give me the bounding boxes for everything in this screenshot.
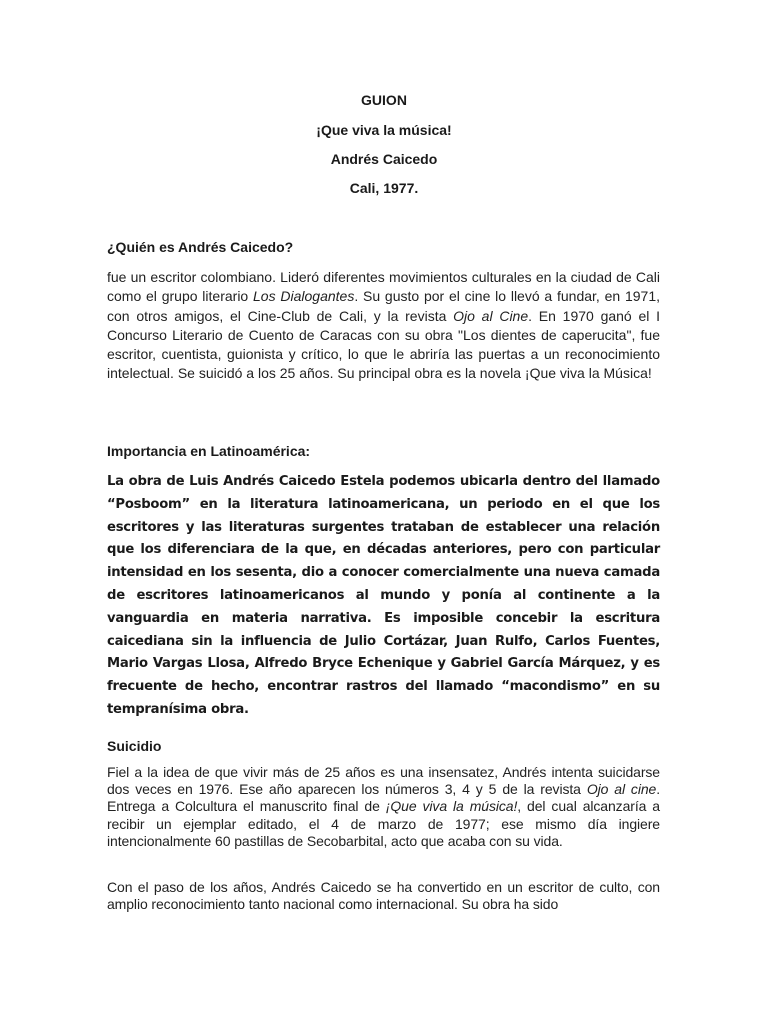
- doc-label: GUION: [361, 92, 407, 108]
- paragraph-suicide-2: Con el paso de los años, Andrés Caicedo se ha convertido en un escritor de culto, con amplio reconocimiento tanto nacional como internacional. Su obra ha sido: [107, 879, 660, 913]
- place-year: Cali, 1977.: [349, 180, 419, 196]
- paragraph-who-text-3: . En 1970 ganó el I Concurso Literario de Cuento de Caracas con su obra "Los dientes de caperucita", fue escritor, cuentista, guionista y crítico, lo que le abriría las puertas a un reconocimiento intelectual. Se suicidó a los 25 años. Su principal obra es la novela ¡Que viva la Música!: [107, 307, 661, 382]
- paragraph-who-em-2: Ojo al Cine: [453, 307, 529, 324]
- paragraph-suicide-em-2: ¡Que viva la música!: [385, 798, 518, 815]
- paragraph-suicide-1: [107, 764, 660, 850]
- paragraph-who-em-1: Los Dialogantes: [253, 288, 355, 305]
- paragraph-suicide-text-1: Fiel a la idea de que vivir más de 25 años es una insensatez, Andrés intenta suicidarse dos veces en 1976. Ese año aparecen los números 3, 4 y 5 de la revista: [107, 764, 660, 798]
- heading-suicide: Suicidio: [107, 738, 162, 754]
- paragraph-who-text-1: fue un escritor colombiano. Lideró diferentes movimientos culturales en la ciudad de Cali como el grupo literario: [107, 269, 660, 305]
- heading-importance: Importancia en Latinoamérica:: [107, 443, 311, 459]
- paragraph-importance: La obra de Luis Andrés Caicedo Estela podemos ubicarla dentro del llamado “Posboom” en la literatura latinoamericana, un periodo en el que los escritores y las literaturas surgentes trataban de establecer una relación que los diferenciara de la que, en décadas anteriores, pero con particular intensidad en los sesenta, dio a conocer comercialmente una nueva camada de escritores latinoamericanos al mundo y ponía al continente a la vanguardia en materia narrativa. Es imposible concebir la escritura caicediana sin la influencia de Julio Cortázar, Juan Rulfo, Carlos Fuentes, Mario Vargas Llosa, Alfredo Bryce Echenique y Gabriel García Márquez, y es frecuente de hecho, encontrar rastros del llamado “macondismo” en su tempranísima obra.: [107, 474, 660, 717]
- paragraph-who-text-2: . Su gusto por el cine lo llevó a fundar, en 1971, con otros amigos, el Cine-Club de Cali, y la revista: [107, 288, 660, 324]
- heading-who: ¿Quién es Andrés Caicedo?: [107, 239, 294, 255]
- paragraph-suicide-text-2: . Entrega a Colcultura el manuscrito final de: [107, 781, 660, 815]
- film-title: ¡Que viva la música!: [316, 122, 452, 138]
- paragraph-suicide-text-3: , del cual alcanzaría a recibir un ejemplar editado, el 4 de marzo de 1977; ese mismo día ingiere intencionalmente 60 pastillas de Secobarbital, acto que acaba con su vida.: [107, 798, 660, 849]
- author-name: Andrés Caicedo: [330, 151, 438, 167]
- paragraph-suicide-em-1: Ojo al cine: [586, 781, 657, 798]
- paragraph-who: [107, 268, 660, 384]
